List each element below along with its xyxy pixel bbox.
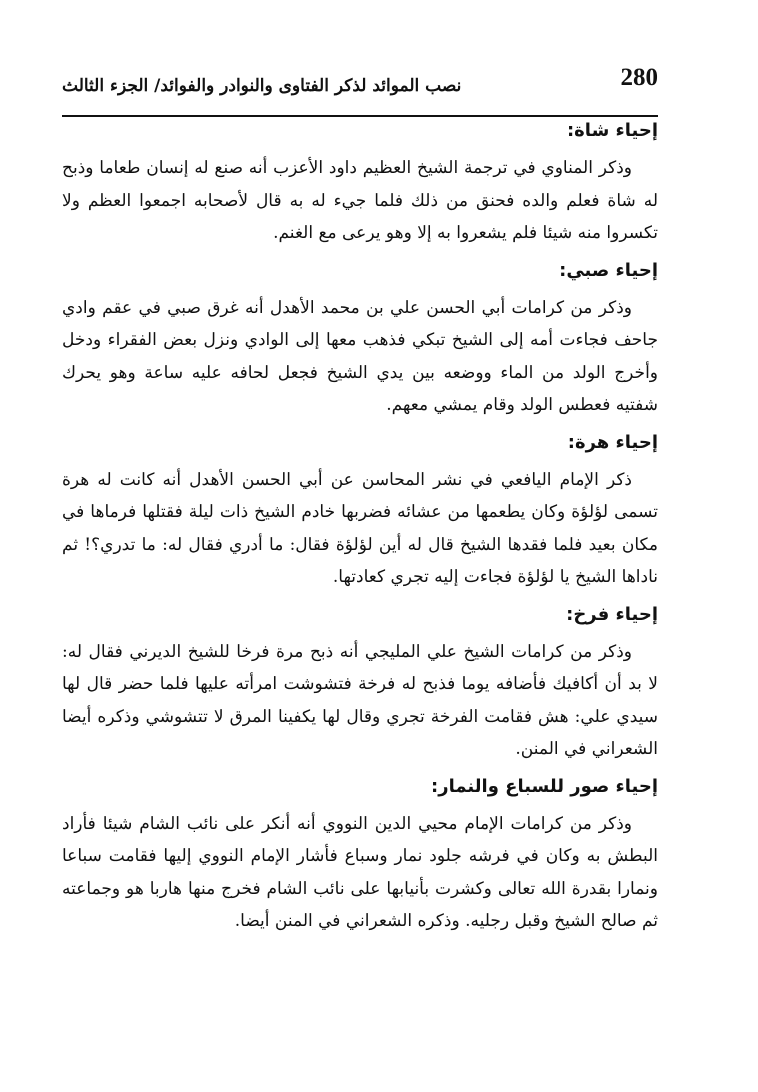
page-number: 280	[620, 64, 658, 91]
paragraph-beasts: وذكر من كرامات الإمام محيي الدين النووي أنه أنكر على نائب الشام شيئا فأراد البطش به وكان في فرشه جلود نمار وسباع فأشار الإمام النووي إليها فقامت سباعا ونمارا بقدرة الله تعالى وكشرت بأنيابها على نائب الشام فخرج منها هاربا هو وجماعته ثم صالح الشيخ وقبل رجليه. وذكره الشعراني في المنن أيضا.	[62, 813, 658, 931]
section-heading-sheep: إحياء شاة:	[566, 120, 658, 141]
section-heading-beasts: إحياء صور للسباع والنمار:	[431, 775, 658, 797]
page-body	[62, 116, 658, 944]
paragraph-chick: وذكر من كرامات الشيخ علي المليجي أنه ذبح مرة فرخا للشيخ الديرني فقال له: لا بد أن أكافيك فأضافه يوما فذبح له فرخة فتشوشت امرأته عليها فلما حضر قال لها سيدي علي: هش فقامت الفرخة تجري وقال لها يكفينا المرق لا تتشوشي وذكره أيضا الشعراني في المنن.	[62, 641, 658, 759]
section-heading-cat: إحياء هرة:	[567, 431, 658, 453]
running-title: نصب الموائد لذكر الفتاوى والنوادر والفوائد/ الجزء الثالث	[62, 76, 462, 96]
running-header	[62, 62, 658, 112]
paragraph-sheep: وذكر المناوي في ترجمة الشيخ العظيم داود الأعزب أنه صنع له إنسان طعاما وذبح له شاة فعلم والده فحنق من ذلك فلما جيء له به قال لأصحابه اجمعوا العظم ولا تكسروا منه شيئا فلم يشعروا به إلا وهو يرعى مع الغنم.	[62, 158, 658, 243]
section-heading-chick: إحياء فرخ:	[566, 603, 658, 625]
paragraph-cat: ذكر الإمام اليافعي في نشر المحاسن عن أبي الحسن الأهدل أنه كانت له هرة تسمى لؤلؤة وكان يطعمها من عشائه فضربها خادم الشيخ ذات ليلة فقتلها فرماها في مكان بعيد فلما فقدها الشيخ قال له أين لؤلؤة فقال: ما أدري فقال له: ما تدري؟! ثم ناداها الشيخ يا لؤلؤة فجاءت إليه تجري كعادتها.	[62, 469, 658, 587]
paragraph-boy: وذكر من كرامات أبي الحسن علي بن محمد الأهدل أنه غرق صبي في عقم وادي جاحف فجاءت أمه إلى الشيخ تبكي فذهب معها إلى الوادي ونزل بعض الفقراء ودخل وأخرج الولد من الماء ووضعه بين يدي الشيخ فجعل لحافه عليه ساعة وهو يحرك شفتيه فعطس الولد وقام يمشي معهم.	[62, 297, 658, 415]
section-heading-boy: إحياء صبي:	[559, 259, 658, 281]
